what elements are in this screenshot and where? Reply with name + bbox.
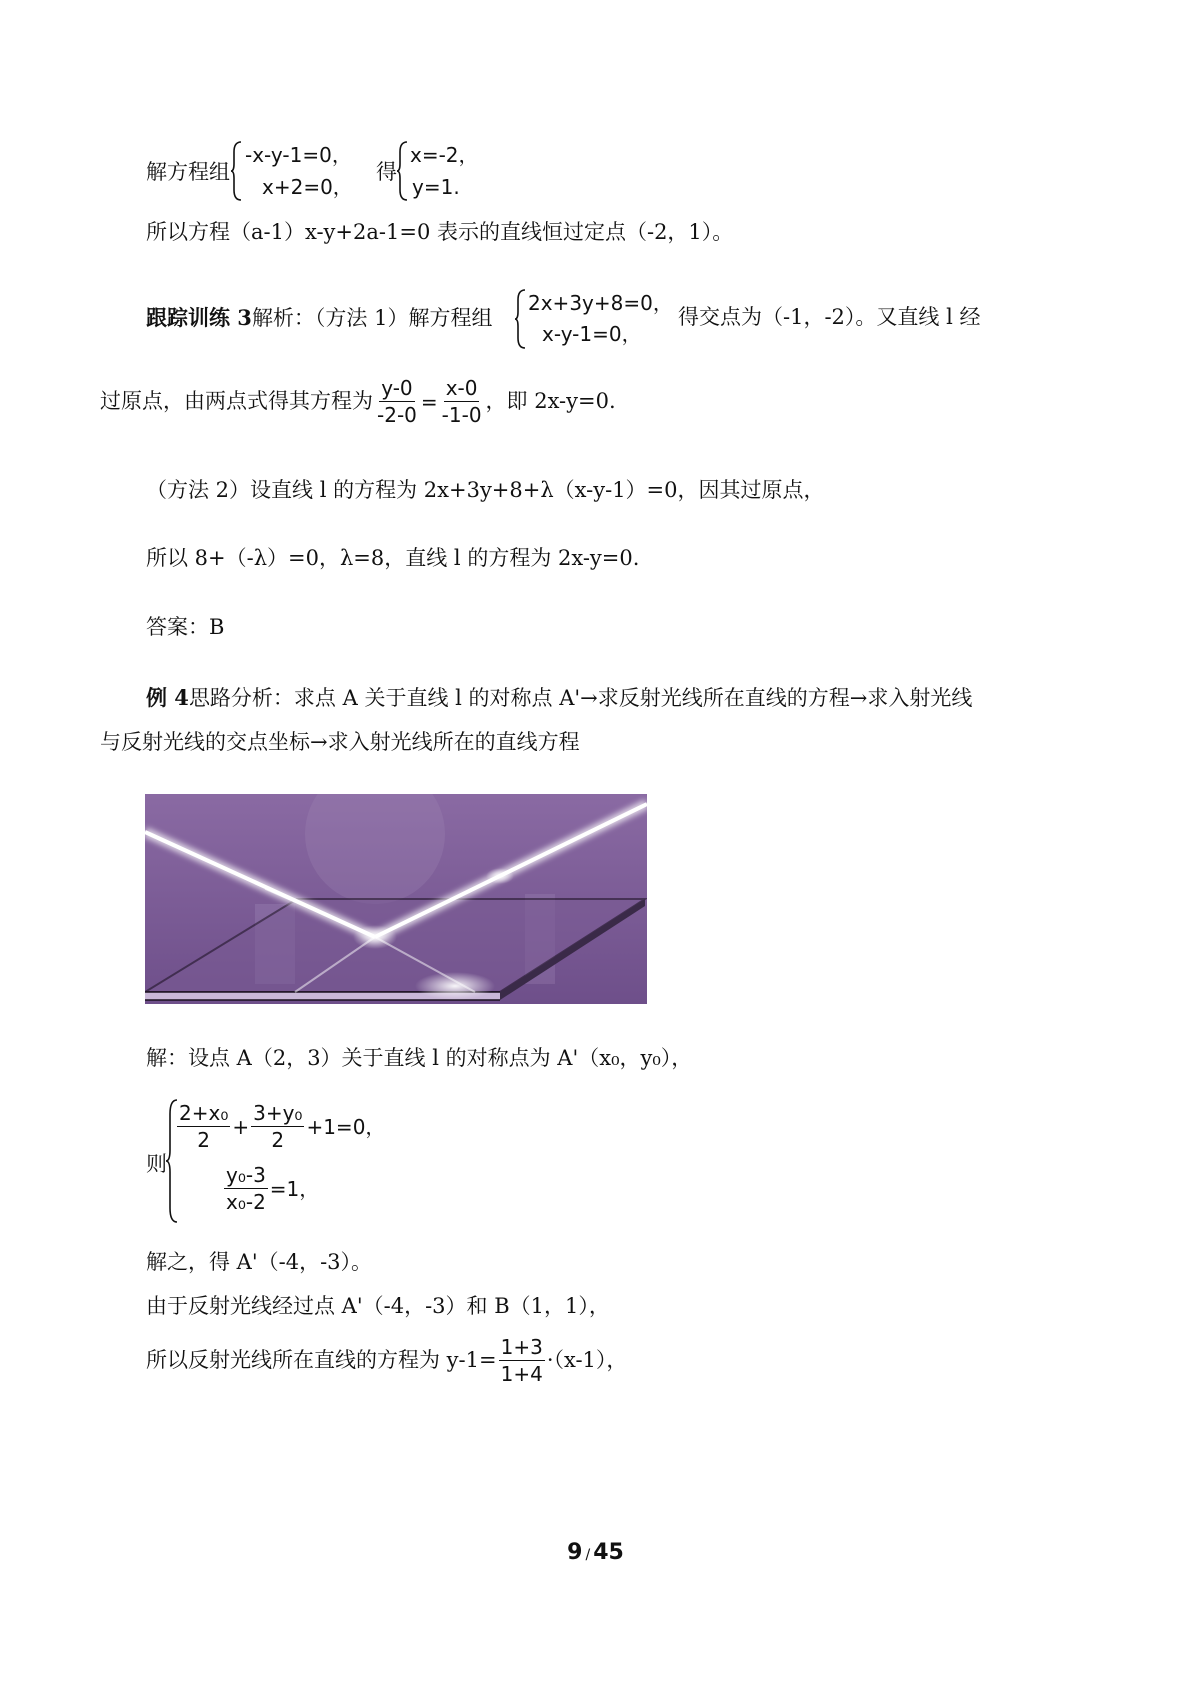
- then-label: 则: [146, 1152, 167, 1176]
- result-line: 解之，得 A'（-4，-3）。: [146, 1250, 373, 1274]
- system2-line1: x=-2，: [410, 143, 479, 167]
- left-brace: [231, 140, 243, 202]
- equation-2-tail: =1，: [269, 1176, 320, 1201]
- exercise-3-label: 跟踪训练 3: [146, 305, 252, 330]
- fraction-denominator: -1-0: [441, 403, 482, 427]
- equation-1: [175, 1100, 385, 1153]
- left-brace: [397, 140, 409, 202]
- fraction: [224, 1162, 268, 1215]
- fraction: [499, 1334, 545, 1387]
- fraction: [440, 375, 484, 428]
- fraction: [375, 375, 419, 428]
- exercise-3-line1: [146, 305, 492, 331]
- method-2-line2: 所以 8+（-λ）=0，λ=8，直线 l 的方程为 2x-y=0.: [146, 546, 640, 570]
- fraction-numerator: x-0: [445, 376, 478, 400]
- fixed-point-line: 所以方程（a-1）x-y+2a-1=0 表示的直线恒过定点（-2，1）。: [146, 220, 734, 244]
- example-4-label: 例 4: [146, 685, 189, 710]
- solve-system-label: 解方程组: [146, 160, 230, 184]
- answer-line: 答案：B: [146, 615, 225, 639]
- system1-line2: x+2=0，: [262, 175, 353, 199]
- fraction: [251, 1100, 304, 1153]
- fraction-numerator: 3+y₀: [253, 1101, 303, 1125]
- system1-line1: -x-y-1=0，: [245, 143, 352, 167]
- two-point-prefix: 过原点，由两点式得其方程为: [100, 388, 373, 413]
- solution-line1: 解：设点 A（2，3）关于直线 l 的对称点为 A'（x₀，y₀），: [146, 1046, 693, 1070]
- exercise-3-system-line2: x-y-1=0，: [542, 322, 642, 346]
- reflect-line: 由于反射光线经过点 A'（-4，-3）和 B（1，1），: [146, 1294, 610, 1318]
- page-number: [0, 1540, 1191, 1565]
- page-separator: /: [585, 1547, 591, 1563]
- fraction-numerator: y₀-3: [226, 1163, 266, 1187]
- final-prefix: 所以反射光线所在直线的方程为 y-1=: [146, 1347, 497, 1372]
- total-pages: 45: [593, 1540, 624, 1565]
- fraction-denominator: 2: [271, 1128, 285, 1152]
- exercise-3-intro: 解析：（方法 1）解方程组: [251, 306, 493, 330]
- get-label: 得: [376, 160, 397, 184]
- plus-sign: +: [232, 1114, 250, 1139]
- reflection-illustration: [145, 794, 647, 1004]
- equation-2: [222, 1162, 319, 1215]
- method-2-line1: （方法 2）设直线 l 的方程为 2x+3y+8+λ（x-y-1）=0，因其过原点，: [146, 478, 825, 502]
- example-4-line1: [146, 685, 972, 711]
- current-page: 9: [567, 1540, 583, 1565]
- fraction-denominator: 1+4: [500, 1362, 543, 1386]
- fraction-numerator: y-0: [381, 376, 413, 400]
- fraction-denominator: 2: [197, 1128, 211, 1152]
- exercise-3-system-line1: 2x+3y+8=0，: [528, 291, 673, 315]
- two-point-suffix: ，即 2x-y=0.: [485, 388, 616, 413]
- left-brace: [515, 288, 527, 350]
- fraction-numerator: 1+3: [500, 1335, 543, 1359]
- fraction-denominator: -2-0: [377, 403, 417, 427]
- example-4-line2: 与反射光线的交点坐标→求入射光线所在的直线方程: [100, 730, 580, 754]
- fraction: [177, 1100, 230, 1153]
- final-equation-line: [146, 1334, 627, 1387]
- fraction-numerator: 2+x₀: [179, 1101, 229, 1125]
- equals-sign: =: [420, 389, 438, 414]
- equation-1-tail: +1=0，: [306, 1114, 386, 1139]
- exercise-3-intersection: 得交点为（-1，-2）。又直线 l 经: [678, 305, 981, 329]
- two-point-form-line: [100, 375, 616, 428]
- fraction-denominator: x₀-2: [226, 1190, 266, 1214]
- final-suffix: ·（x-1），: [546, 1347, 628, 1372]
- example-4-analysis: 思路分析：求点 A 关于直线 l 的对称点 A'→求反射光线所在直线的方程→求入射光线: [188, 686, 973, 710]
- system2-line2: y=1.: [412, 175, 460, 199]
